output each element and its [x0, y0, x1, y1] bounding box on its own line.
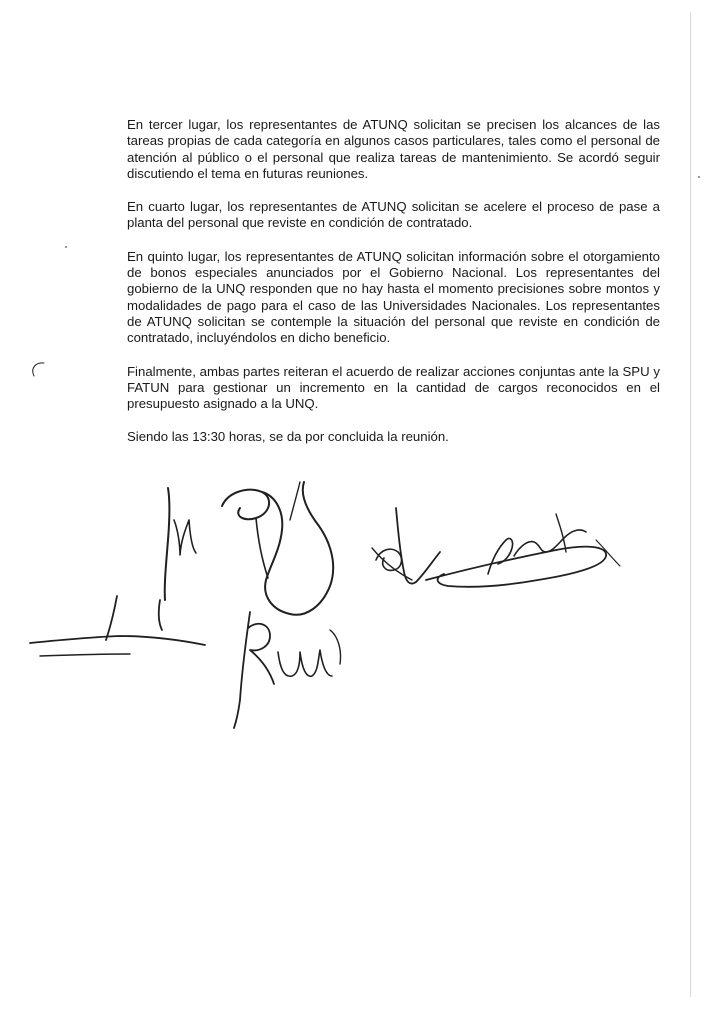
signature-1 [30, 488, 205, 656]
signature-2 [222, 482, 341, 728]
scan-mark [33, 363, 44, 376]
signature-3 [372, 508, 440, 584]
paragraph-cuarto-lugar: En cuarto lugar, los representantes de ATUNQ solicitan se acelere el proceso de pase a planta del personal que reviste en condición de contratado. [127, 199, 660, 231]
closing-statement: Siendo las 13:30 horas, se da por concluida la reunión. [127, 429, 449, 445]
signature-4 [426, 514, 620, 587]
paragraph-tercer-lugar: En tercer lugar, los representantes de ATUNQ solicitan se precisen los alcances de las tareas propias de cada categoría en algunos casos particulares, tales como el personal de atención al público o el personal que realiza tareas de mantenimiento. Se acordó seguir discutiendo el tema en futuras reuniones. [127, 117, 660, 181]
paragraph-quinto-lugar: En quinto lugar, los representantes de ATUNQ solicitan información sobre el otorgamiento de bonos especiales anunciados por el Gobierno Nacional. Los representantes del gobierno de la UNQ responden que no hay hasta el momento precisiones sobre montos y modalidades de pago para el caso de las Universidades Nacionales. Los representantes de ATUNQ solicitan se contemple la situación del personal que reviste en condición de contratado, incluyéndolos en dicho beneficio. [127, 248, 660, 346]
paragraph-finalmente: Finalmente, ambas partes reiteran el acuerdo de realizar acciones conjuntas ante la SPU y FATUN para gestionar un incremento en la cantidad de cargos reconocidos en el presupuesto asignado a la UNQ. [127, 363, 660, 412]
